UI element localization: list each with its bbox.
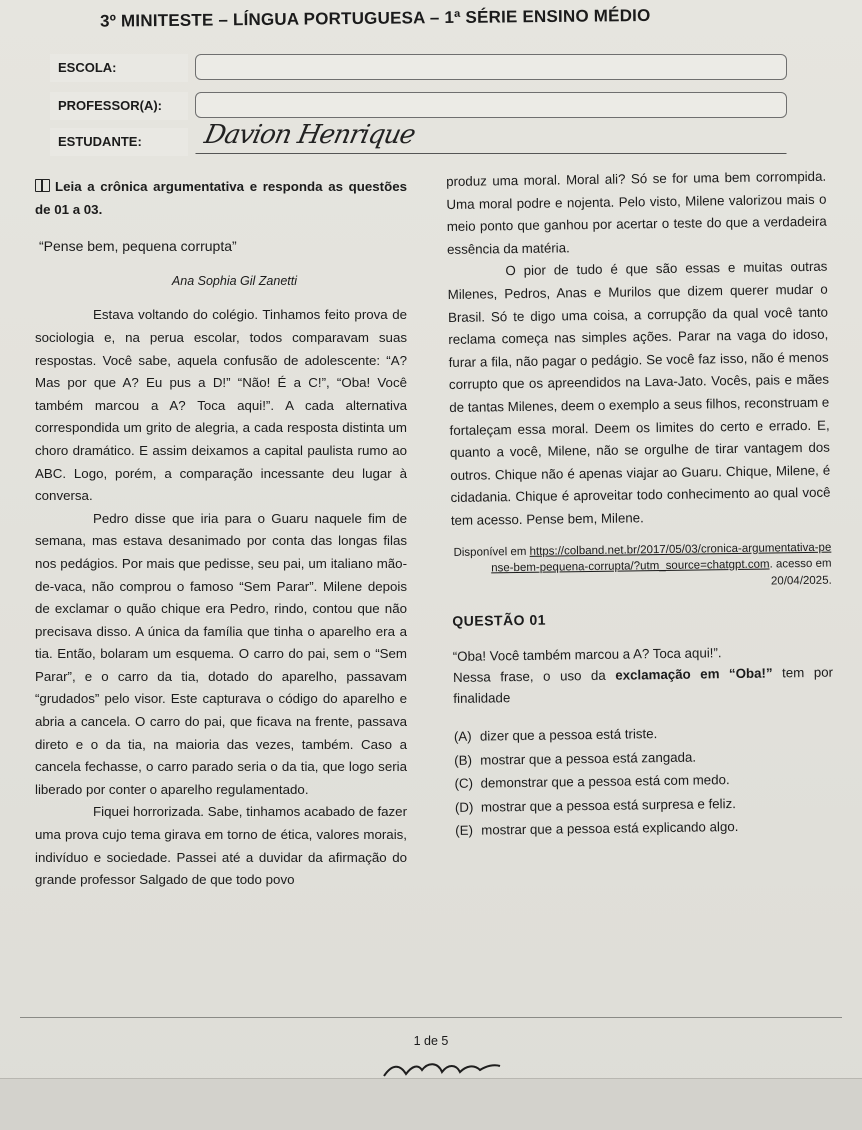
- left-column: [35, 176, 407, 892]
- school-label: ESCOLA:: [50, 54, 188, 82]
- source-link[interactable]: https://colband.net.br/2017/05/03/cronica-argumentativa-pense-bem-pequena-corrupta/?utm_source=chatgpt.com: [491, 541, 832, 575]
- option-text: demonstrar que a pessoa está com medo.: [480, 772, 730, 791]
- option-text: mostrar que a pessoa está explicando algo.: [481, 819, 739, 838]
- source-prefix: Disponível em: [453, 545, 530, 559]
- option-text: mostrar que a pessoa está zangada.: [480, 749, 697, 768]
- instruction-text: Leia a crônica argumentativa e responda as questões de 01 a 03.: [35, 179, 407, 217]
- stem-text-end: tem por finalidade: [453, 664, 834, 707]
- question-title: QUESTÃO 01: [452, 611, 547, 629]
- student-row: [50, 120, 810, 158]
- option-letter: (C): [454, 775, 474, 792]
- instruction: [35, 176, 407, 221]
- teacher-label: PROFESSOR(A):: [50, 92, 188, 120]
- paragraph: produz uma moral. Moral ali? Só se for uma bem corrompida. Uma moral podre e nojenta. Pelo visto, Milene valorizou mais o meio ponto que ganhou por acertar o teste do que a verdadeira essência da matéria.: [446, 168, 827, 257]
- option-text: dizer que a pessoa está triste.: [479, 726, 658, 744]
- paragraph: Fiquei horrorizada. Sabe, tinhamos acabado de fazer uma prova cujo tema girava em torno de ética, valores morais, indivíduo e sociedade. Passei até a duvidar da afirmação do grande professor Salgado de que todo povo: [35, 804, 407, 888]
- page-number: 1 de 5: [413, 1034, 449, 1048]
- author: Ana Sophia Gil Zanetti: [171, 273, 297, 288]
- page-title: 3º MINITESTE – LÍNGUA PORTUGUESA – 1ª SÉRIE ENSINO MÉDIO: [99, 5, 651, 31]
- right-column: [446, 166, 835, 843]
- page-bottom-band: [0, 1078, 862, 1130]
- question-stem: [453, 662, 834, 709]
- paragraph: Estava voltando do colégio. Tinhamos feito prova de sociologia e, na perua escolar, todos comparavam suas respostas. Você sabe, aquela confusão de adolescente: “A? Mas por que A? Eu pus a D!” “Não! É a C!”, “Oba! Você também marcou a A? Toca aqui!”. A cada alternativa correspondida um grito de alegria, a cada resposta distinta um choro dramático. E assim deixamos a capital paulista rumo ao ABC. Logo, porém, a comparação incessante deu lugar à conversa.: [35, 307, 407, 504]
- option-text: mostrar que a pessoa está surpresa e feliz.: [480, 795, 736, 815]
- answer-options: [454, 720, 836, 843]
- footer-divider: [20, 1017, 842, 1018]
- question-quote: “Oba! Você também marcou a A? Toca aqui!”.: [452, 644, 722, 664]
- stem-text: Nessa frase, o uso da: [452, 667, 616, 686]
- school-field[interactable]: [195, 54, 787, 80]
- book-icon: [35, 179, 50, 192]
- teacher-row: [50, 92, 810, 122]
- school-row: [50, 54, 810, 84]
- paragraph: Pedro disse que iria para o Guaru naquele fim de semana, mas estava desanimado por conta das longas filas nos pedágios. Por mais que pedisse, seu pai, um italiano mão-de-vaca, não comprou o famoso “Sem Parar”. Milene depois de exclamar o quão chique era Pedro, rindo, contou que não precisava disso. A única da família que tinha o aparelho era a tia. Então, bolaram um esquema. O carro do pai, sem o “Sem Parar”, e o carro da tia, dotado do aparelho, passavam “grudados” pelo visor. Este capturava o código do aparelho e abria a cancela. O carro do pai, que ficava na frente, passava direto e o da tia, na maioria das vezes, também. Caso a cancela fechasse, o carro parado seria o da tia, que logo seria liberado por conter o aparelho regulamentado.: [35, 510, 407, 797]
- student-label: ESTUDANTE:: [50, 128, 188, 156]
- paragraph: O pior de tudo é que são essas e muitas outras Milenes, Pedros, Anas e Murilos que dizem querer mudar o Brasil. Só te digo uma coisa, a corrupção da qual você tanto reclama começa nas simples ações. Parar na vaga do idoso, furar a fila, não pagar o pedágio. Se você faz isso, não é menos corrupto que os apreendidos na Lava-Jato. Vocês, pais e mães de tantas Milenes, deem o exemplo a seus filhos, reconstruam e fortaleçam essa moral. Deem os limites do certo e errado. E, quanto a você, Milene, não se orgulhe de tirar vantagem dos outros. Chique não é apenas viajar ao Guaru. Chique, Milene, é cidadania. Chique é aproveitar todo conhecimento ao qual você tem acesso. Pense bem, Milene.: [447, 259, 831, 528]
- teacher-field[interactable]: [195, 92, 787, 118]
- option-letter: (D): [454, 799, 474, 815]
- option-e[interactable]: [455, 814, 835, 843]
- source-citation: [451, 539, 832, 594]
- option-letter: (A): [453, 728, 472, 745]
- stem-bold: exclamação em “Oba!”: [615, 665, 773, 683]
- option-letter: (B): [454, 752, 473, 768]
- text-title: “Pense bem, pequena corrupta”: [39, 238, 237, 255]
- student-signature: Davion Henrique: [201, 120, 418, 150]
- source-suffix: . acesso em 20/04/2025.: [769, 557, 832, 588]
- option-letter: (E): [455, 822, 474, 839]
